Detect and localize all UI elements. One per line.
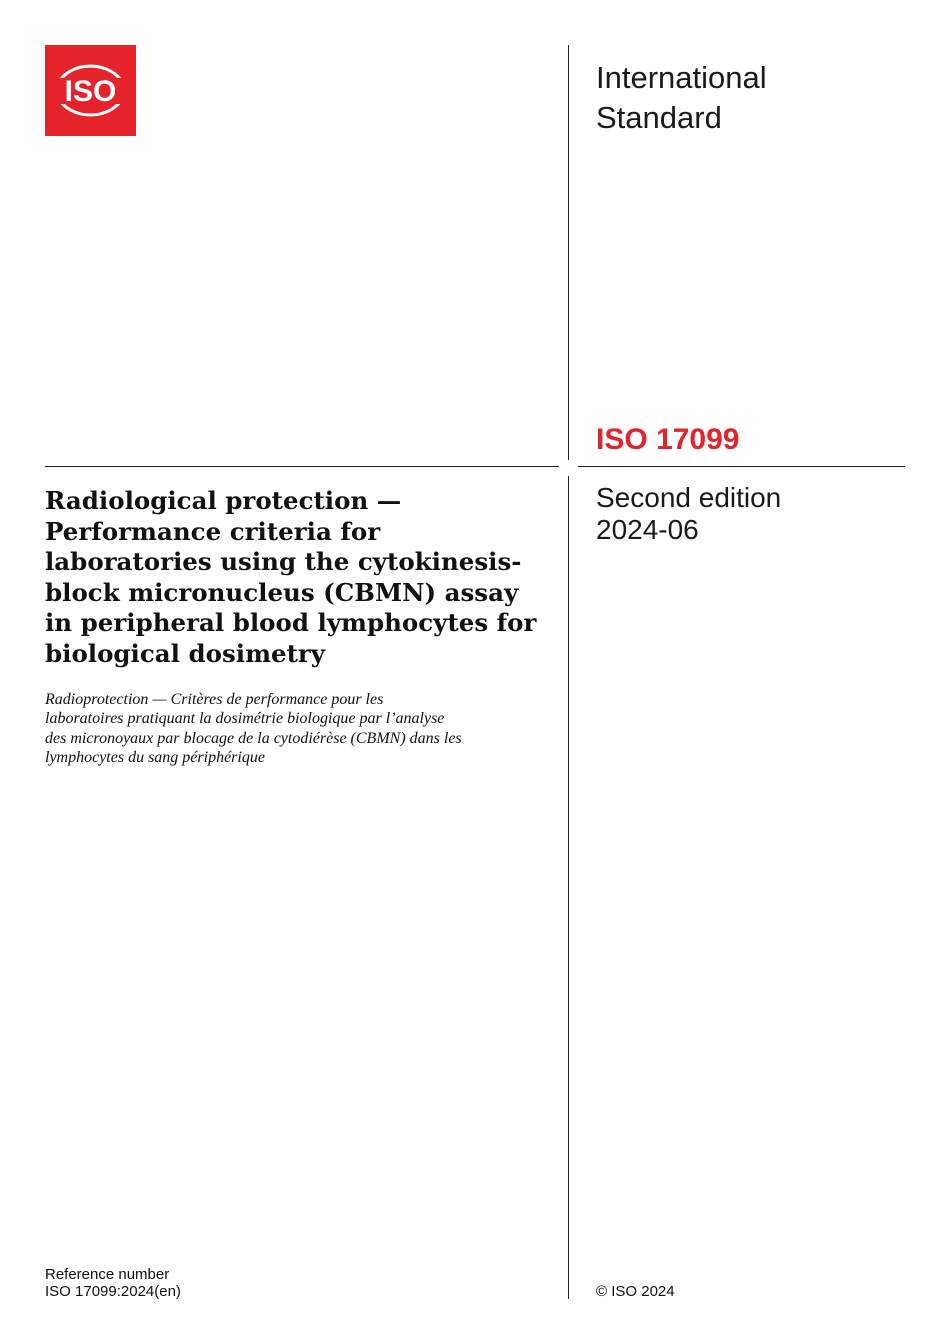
french-title-line: laboratoires pratiquant la dosimétrie biologique par l’analyse	[45, 710, 445, 728]
edition-date: 2024-06	[596, 514, 699, 545]
english-title	[45, 486, 545, 669]
document-type-line2: Standard	[596, 100, 722, 135]
document-type	[596, 58, 916, 138]
reference-number	[45, 1266, 181, 1300]
english-title-line: biological dosimetry	[45, 638, 326, 668]
standard-number: ISO 17099	[596, 423, 740, 456]
reference-number-value: ISO 17099:2024(en)	[45, 1283, 181, 1300]
english-title-line: laboratories using the cytokinesis-	[45, 547, 522, 576]
english-title-line: Performance criteria for	[45, 516, 381, 546]
reference-number-label: Reference number	[45, 1266, 170, 1283]
english-title-line: Radiological protection —	[45, 486, 402, 515]
iso-logo	[45, 45, 136, 136]
vertical-divider-bottom	[568, 476, 569, 1299]
iso-logo-icon	[45, 45, 136, 136]
edition-label: Second edition	[596, 482, 782, 513]
vertical-divider-top	[568, 45, 569, 460]
horizontal-divider-right	[578, 466, 905, 467]
edition-info	[596, 482, 916, 546]
french-title-line: Radioprotection — Critères de performance pour les	[45, 691, 384, 708]
french-title	[45, 690, 545, 767]
french-title-line: des micronoyaux par blocage de la cytodiérèse (CBMN) dans les	[45, 729, 462, 747]
document-type-line1: International	[596, 60, 767, 95]
copyright-notice: © ISO 2024	[596, 1283, 675, 1300]
english-title-line: block micronucleus (CBMN) assay	[45, 577, 519, 607]
english-title-line: in peripheral blood lymphocytes for	[45, 608, 537, 637]
iso-logo-text: ISO	[64, 75, 117, 108]
french-title-line: lymphocytes du sang périphérique	[45, 748, 265, 766]
horizontal-divider-left	[45, 466, 559, 467]
